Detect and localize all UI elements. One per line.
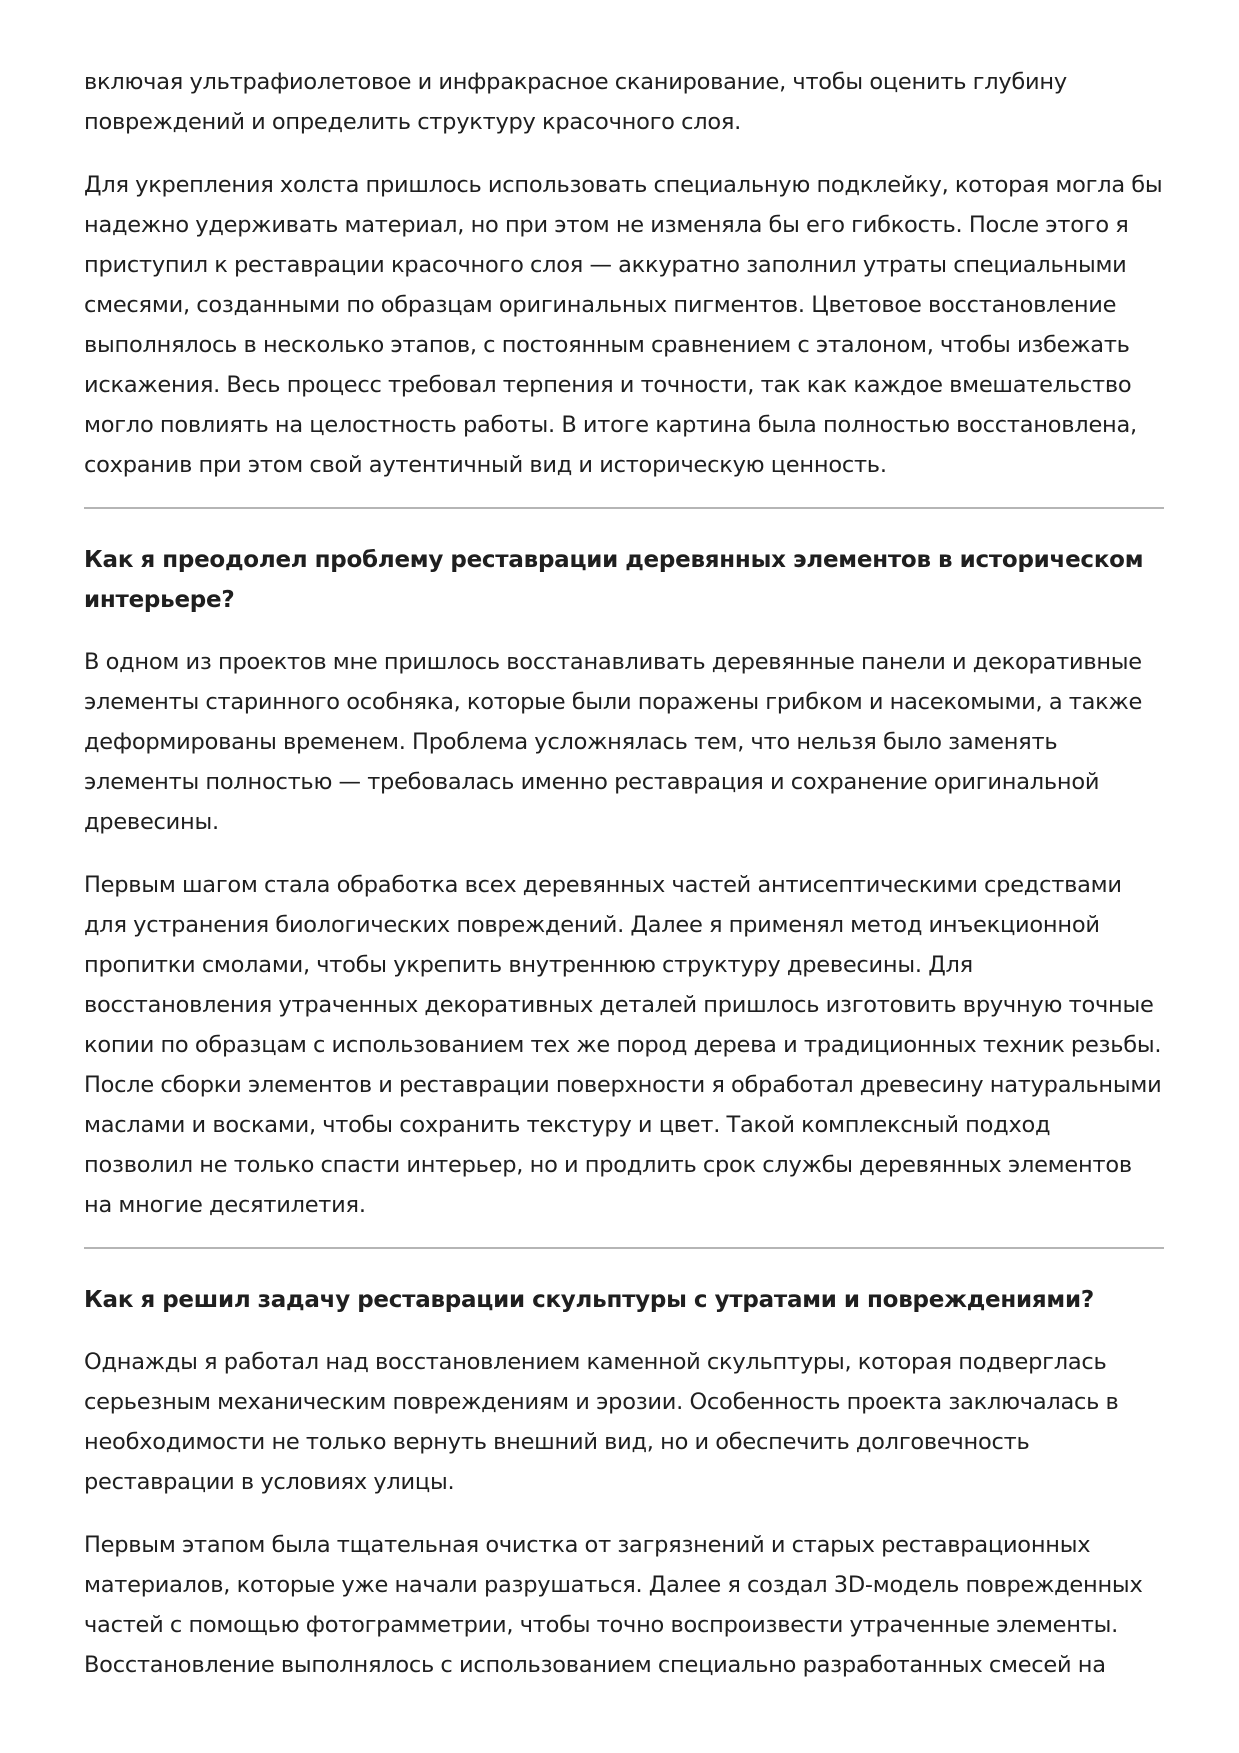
section-painting-restoration [84,62,1164,485]
paragraph: Однажды я работал над восстановлением каменной скульптуры, которая подверглась серьезным механическим повреждениям и эрозии. Особенность проекта заключалась в необходимости не только вернуть внешний вид, но и обеспечить долговечность реставрации в условиях улицы. [84,1349,1119,1495]
paragraph: В одном из проектов мне пришлось восстанавливать деревянные панели и декоративные элементы старинного особняка, которые были поражены грибком и насекомыми, а также деформированы временем. Проблема усложнялась тем, что нельзя было заменять элементы полностью — требовалась именно реставрация и сохранение оригинальной древесины. [84,649,1143,835]
section-sculpture-restoration [84,1280,1164,1685]
paragraph: Первым шагом стала обработка всех деревянных частей антисептическими средствами для устранения биологических повреждений. Далее я применял метод инъекционной пропитки смолами, чтобы укрепить внутреннюю структуру древесины. Для восстановления утраченных декоративных деталей пришлось изготовить вручную точные копии по образцам с использованием тех же пород дерева и традиционных техник резьбы. После сборки элементов и реставрации поверхности я обработал древесину натуральными маслами и восками, чтобы сохранить текстуру и цвет. Такой комплексный подход позволил не только спасти интерьер, но и продлить срок службы деревянных элементов на многие десятилетия. [84,872,1162,1218]
paragraph: Для укрепления холста пришлось использовать специальную подклейку, которая могла бы надежно удерживать материал, но при этом не изменяла бы его гибкость. После этого я приступил к реставрации красочного слоя — аккуратно заполнил утраты специальными смесями, созданными по образцам оригинальных пигментов. Цветовое восстановление выполнялось в несколько этапов, с постоянным сравнением с эталоном, чтобы избежать искажения. Весь процесс требовал терпения и точности, так как каждое вмешательство могло повлиять на целостность работы. В итоге картина была полностью восстановлена, сохранив при этом свой аутентичный вид и историческую ценность. [84,172,1163,478]
paragraph: Первым этапом была тщательная очистка от загрязнений и старых реставрационных материалов, которые уже начали разрушаться. Далее я создал 3D-модель поврежденных частей с помощью фотограмметрии, чтобы точно воспроизвести утраченные элементы. Восстановление выполнялось с использованием специально разработанных смесей на [84,1532,1143,1678]
section-heading: Как я решил задачу реставрации скульптуры с утратами и повреждениями? [84,1287,1094,1313]
section-divider [84,507,1164,509]
section-divider [84,1247,1164,1249]
section-wood-restoration [84,540,1164,1225]
document-page [84,62,1164,1685]
paragraph: включая ультрафиолетовое и инфракрасное сканирование, чтобы оценить глубину повреждений и определить структуру красочного слоя. [84,69,1067,135]
section-heading: Как я преодолел проблему реставрации деревянных элементов в историческом интерьере? [84,547,1144,613]
